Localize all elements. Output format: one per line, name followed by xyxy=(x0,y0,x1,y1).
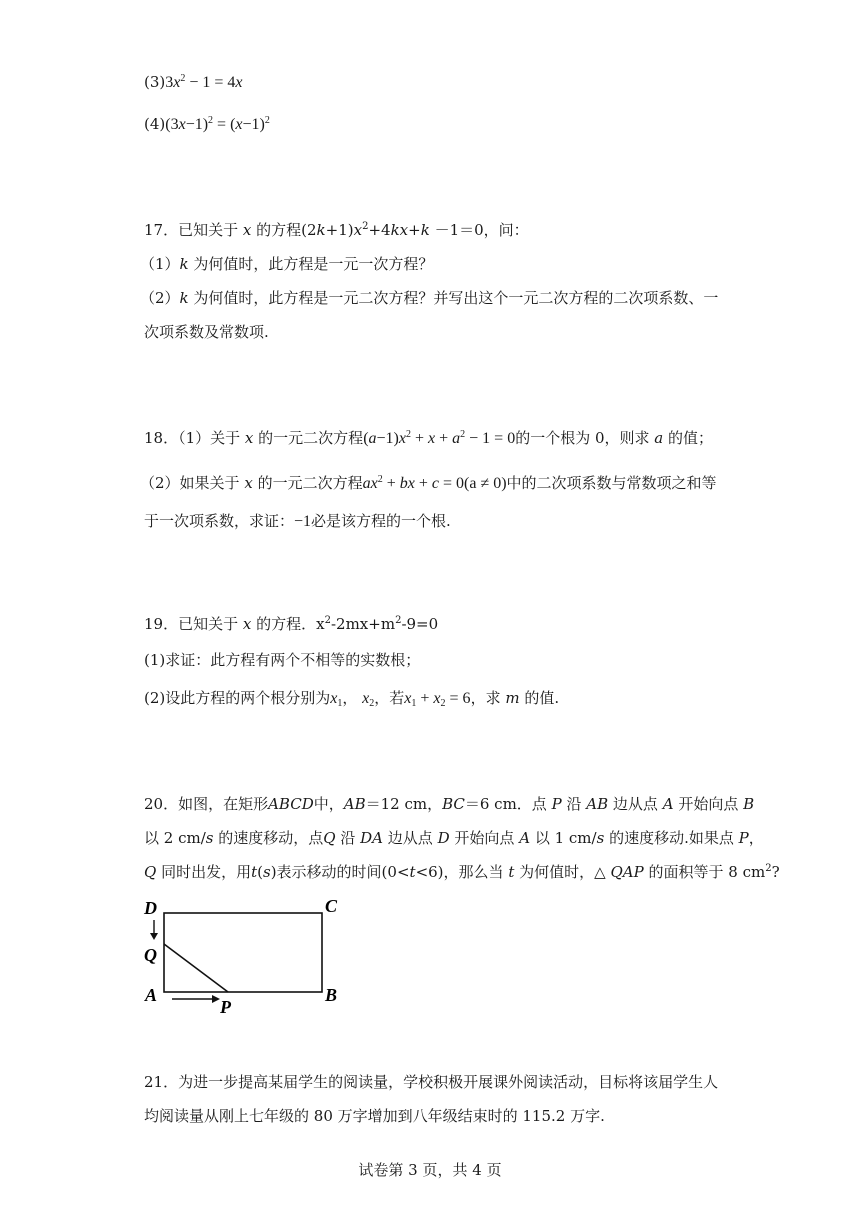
arrow-down-icon xyxy=(150,933,158,940)
q21-line1: 21．为进一步提高某届学生的阅读量，学校积极开展课外阅读活动，目标将该届学生人 xyxy=(144,1073,719,1091)
q18-minus-one: −1 xyxy=(294,513,312,530)
q18-equation2: $ax^2$ + bx + c = 0(a ≠ 0) xyxy=(362,474,507,492)
page-footer: 试卷第 3 页，共 4 页 xyxy=(358,1161,502,1179)
label-d: D xyxy=(144,898,157,918)
q20-line2: 以 2 cm/s 的速度移动，点Q 沿 DA 边从点 D 开始向点 A 以 1 cm/s 的速度移动.如果点 P， xyxy=(144,829,764,847)
q19-root2: $x_2$ xyxy=(362,690,375,709)
q18-part1: 18．（1）关于 x 的一元二次方程$(a-1)x^2 + x + a^2 - 1 = 0$的一个根为 0，则求 a 的值； xyxy=(144,429,714,447)
label-a: A xyxy=(145,985,158,1005)
label-b: B xyxy=(325,985,338,1005)
rectangle-abcd xyxy=(164,913,322,992)
q21-line2: 均阅读量从刚上七年级的 80 万字增加到八年级结束时的 115.2 万字. xyxy=(144,1107,605,1125)
q19-part2: (2)设此方程的两个根分别为$x_1$， $x_2$，若$x_1 + x_2 = 6$，求 m 的值. xyxy=(144,689,560,709)
segment-qp xyxy=(164,944,228,992)
label-p: P xyxy=(220,997,231,1017)
q16-part3-label: (3) xyxy=(144,73,166,91)
label-q: Q xyxy=(144,945,157,965)
q16-part4-equation: $(3x-1)^2 = (x-1)^2$ xyxy=(165,115,270,133)
q19-stem: 19．已知关于 x 的方程．$x^2-2mx+m^2-9=0$ xyxy=(144,615,439,633)
q19-part1: (1)求证：此方程有两个不相等的实数根； xyxy=(144,651,421,669)
q20-line1: 20．如图，在矩形ABCD中，AB＝12 cm，BC＝6 cm．点 P 沿 AB 边从点 A 开始向点 B xyxy=(144,795,755,813)
q16-part4-label: (4) xyxy=(144,115,166,133)
label-c: C xyxy=(325,896,338,916)
q19-condition: $x_1 + x_2 = 6$ xyxy=(404,690,471,709)
q18-part2-line1: （2）如果关于 x 的一元二次方程$ax^2$ + bx + c = 0(a ≠ 0)中的二次项系数与常数项之和等 xyxy=(140,474,717,492)
q16-part4 xyxy=(144,114,270,135)
q18-equation1: $(a-1)x^2 + x + a^2 - 1 = 0$ xyxy=(363,429,516,447)
q16-part3 xyxy=(144,72,243,93)
q16-part3-equation: $3x^2 - 1 = 4x$ xyxy=(165,73,243,91)
rectangle-figure xyxy=(138,893,358,1021)
q17-part1: （1）k 为何值时，此方程是一元一次方程？ xyxy=(140,255,434,273)
q17-part2-line2: 次项系数及常数项. xyxy=(144,323,269,341)
q18-part2-line2: 于一次项系数，求证：−1必是该方程的一个根. xyxy=(144,512,451,530)
arrow-right-icon xyxy=(212,995,220,1003)
q19-root1: $x_1$ xyxy=(330,690,343,709)
q20-line3: Q 同时出发，用t(s)表示移动的时间(0<t<6)，那么当 t 为何值时，△ QAP 的面积等于 8 $cm^2$? xyxy=(144,863,780,881)
q17-part2-line1: （2）k 为何值时，此方程是一元二次方程？并写出这个一元二次方程的二次项系数、一 xyxy=(140,289,719,307)
q17-stem: 17．已知关于 x 的方程$(2k+1)x^2+4kx+k -1=0$，问： xyxy=(144,221,529,239)
